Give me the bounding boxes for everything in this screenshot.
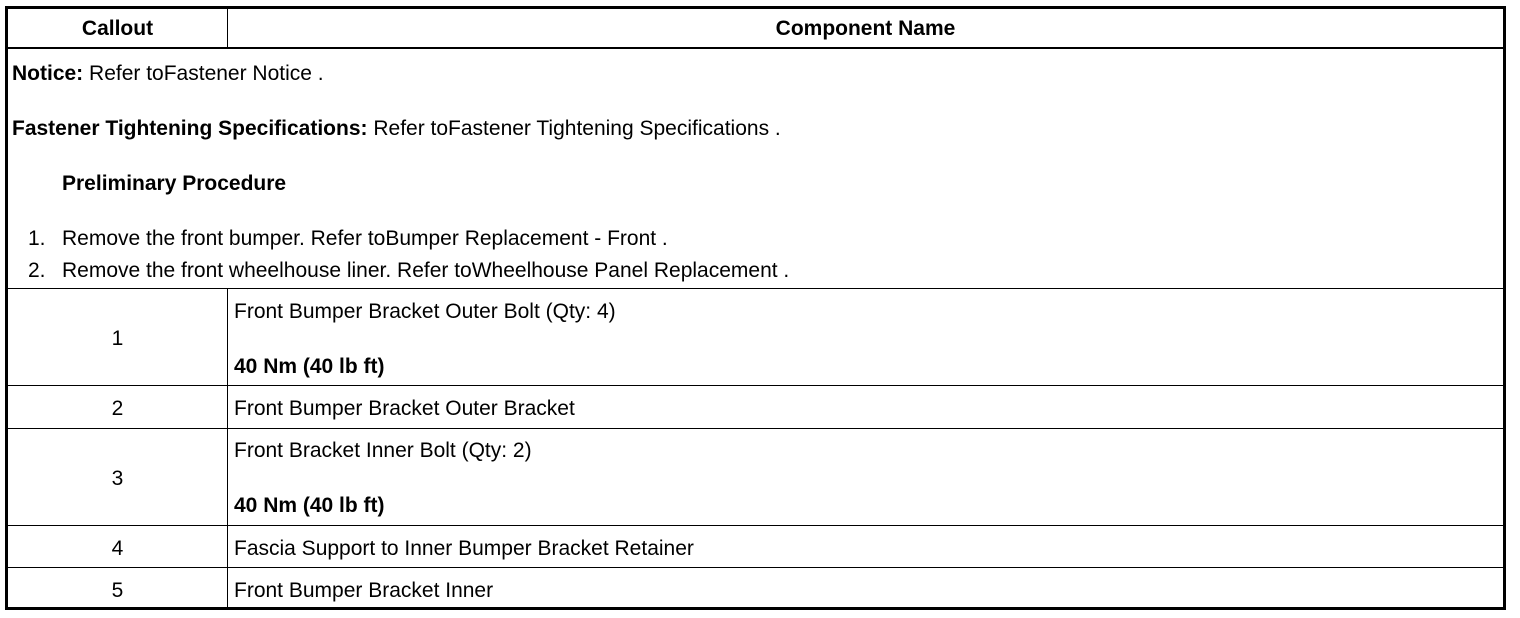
header-rule	[8, 47, 1503, 49]
callout-number: 3	[111, 467, 124, 490]
step-number: 1.	[28, 227, 46, 250]
component-name: Fascia Support to Inner Bumper Bracket Retainer	[234, 537, 694, 560]
row-rule	[8, 567, 1503, 568]
notes-rule	[8, 288, 1503, 289]
component-name: Front Bumper Bracket Outer Bracket	[234, 397, 575, 420]
spec-label: Fastener Tightening Specifications:	[12, 117, 368, 140]
header-callout: Callout	[81, 17, 154, 40]
component-name: Front Bumper Bracket Inner	[234, 579, 494, 602]
header-component-name: Component Name	[775, 17, 956, 40]
column-divider	[227, 288, 228, 607]
header-divider	[227, 9, 228, 47]
torque-spec: 40 Nm (40 lb ft)	[234, 494, 385, 517]
step-text: Remove the front bumper. Refer toBumper Replacement - Front .	[62, 227, 668, 250]
component-table	[5, 6, 1506, 610]
notice-label: Notice:	[12, 62, 84, 85]
step-text: Remove the front wheelhouse liner. Refer toWheelhouse Panel Replacement .	[62, 259, 790, 282]
procedure-title: Preliminary Procedure	[62, 172, 287, 195]
step-number: 2.	[28, 259, 46, 282]
row-rule	[8, 525, 1503, 526]
torque-spec: 40 Nm (40 lb ft)	[234, 355, 385, 378]
row-rule	[8, 385, 1503, 386]
notice-text: Refer toFastener Notice .	[83, 62, 324, 85]
callout-number: 2	[111, 397, 124, 420]
callout-number: 1	[111, 327, 124, 350]
component-name: Front Bracket Inner Bolt (Qty: 2)	[234, 439, 532, 462]
callout-number: 4	[111, 537, 124, 560]
row-rule	[8, 428, 1503, 429]
spec-text: Refer toFastener Tightening Specifications .	[367, 117, 781, 140]
component-name: Front Bumper Bracket Outer Bolt (Qty: 4)	[234, 300, 616, 323]
callout-number: 5	[111, 579, 124, 602]
notice-line	[12, 61, 324, 87]
spec-line	[12, 116, 781, 142]
